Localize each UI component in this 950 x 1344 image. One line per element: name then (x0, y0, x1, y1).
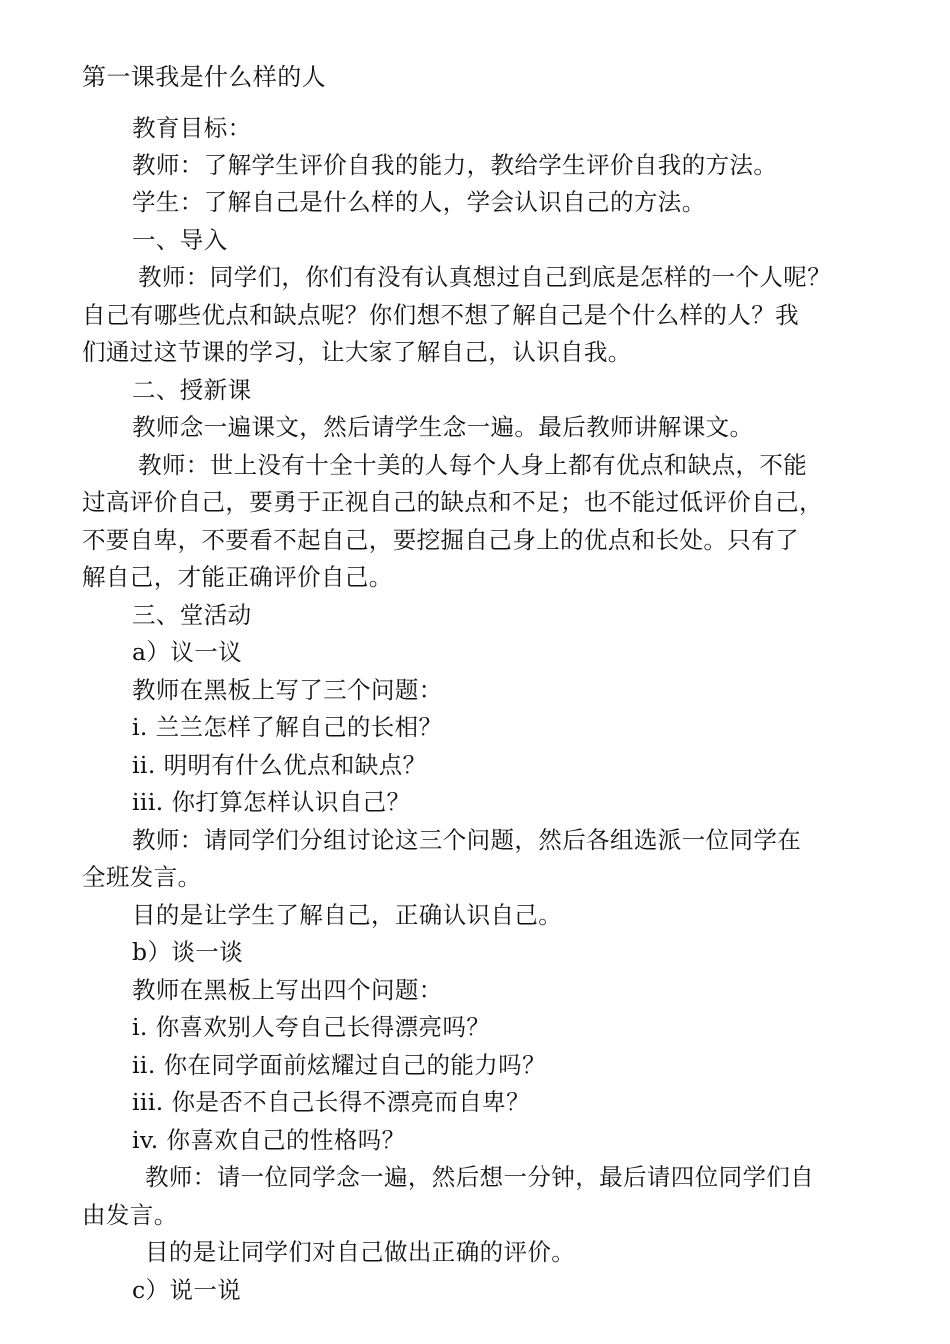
paragraph-line: 教师：请同学们分组讨论这三个问题，然后各组选派一位同学在 (132, 826, 802, 854)
list-item: i. 你喜欢别人夸自己长得漂亮吗？ (132, 1013, 491, 1041)
list-item: iii. 你是否不自己长得不漂亮而自卑？ (132, 1088, 530, 1116)
paragraph-line: 教师：了解学生评价自我的能力，教给学生评价自我的方法。 (132, 151, 778, 179)
page-title: 第一课我是什么样的人 (82, 63, 326, 91)
section-heading-intro: 一、导入 (132, 226, 228, 254)
list-item: i. 兰兰怎样了解自己的长相？ (132, 713, 443, 741)
subsection-heading-c: c）说一说 (132, 1276, 242, 1304)
paragraph-line: 全班发言。 (82, 863, 202, 891)
paragraph-line: 教师：同学们，你们有没有认真想过自己到底是怎样的一个人呢？ (138, 263, 832, 291)
paragraph-line: 学生：了解自己是什么样的人，学会认识自己的方法。 (132, 188, 706, 216)
section-heading-new-lesson: 二、授新课 (132, 376, 252, 404)
paragraph-line: 教师在黑板上写出四个问题： (132, 976, 443, 1004)
list-item: ii. 明明有什么优点和缺点？ (132, 751, 427, 779)
paragraph-line: 不要自卑，不要看不起自己，要挖掘自己身上的优点和长处。只有了 (82, 526, 799, 554)
paragraph-line: 由发言。 (82, 1201, 178, 1229)
subsection-heading-b: b）谈一谈 (132, 938, 244, 966)
paragraph-line: 教师：世上没有十全十美的人每个人身上都有优点和缺点，不能 (138, 451, 808, 479)
subsection-heading-a: a）议一议 (132, 638, 243, 666)
section-heading-activity: 三、堂活动 (132, 601, 252, 629)
paragraph-line: 解自己，才能正确评价自己。 (82, 563, 393, 591)
paragraph-line: 目的是让学生了解自己，正确认识自己。 (132, 901, 563, 929)
paragraph-line: 目的是让同学们对自己做出正确的评价。 (145, 1238, 576, 1266)
list-item: iii. 你打算怎样认识自己？ (132, 788, 411, 816)
section-label-goals: 教育目标： (132, 114, 252, 142)
paragraph-line: 教师在黑板上写了三个问题： (132, 676, 443, 704)
paragraph-line: 过高评价自己，要勇于正视自己的缺点和不足；也不能过低评价自己， (82, 488, 823, 516)
paragraph-line: 教师：请一位同学念一遍，然后想一分钟，最后请四位同学们自 (145, 1163, 815, 1191)
list-item: iv. 你喜欢自己的性格吗？ (132, 1126, 406, 1154)
paragraph-line: 们通过这节课的学习，让大家了解自己，认识自我。 (82, 338, 632, 366)
paragraph-line: 自己有哪些优点和缺点呢？你们想不想了解自己是个什么样的人？我 (82, 301, 799, 329)
paragraph-line: 教师念一遍课文，然后请学生念一遍。最后教师讲解课文。 (132, 413, 754, 441)
list-item: ii. 你在同学面前炫耀过自己的能力吗？ (132, 1051, 546, 1079)
